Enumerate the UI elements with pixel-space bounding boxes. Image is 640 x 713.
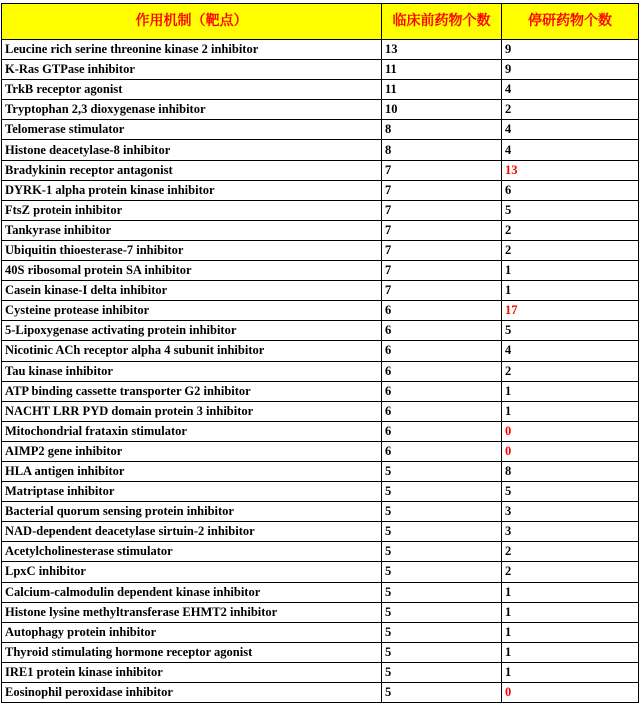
discontinued-count-cell: 1 — [502, 602, 639, 622]
table-row — [2, 582, 639, 602]
mechanism-cell: K-Ras GTPase inhibitor — [2, 60, 382, 80]
preclinical-count-cell: 6 — [382, 441, 502, 461]
table-row — [2, 220, 639, 240]
preclinical-count-cell: 5 — [382, 562, 502, 582]
mechanism-cell: Tankyrase inhibitor — [2, 220, 382, 240]
preclinical-count-cell: 5 — [382, 482, 502, 502]
preclinical-count-cell: 5 — [382, 582, 502, 602]
discontinued-count-cell: 2 — [502, 240, 639, 260]
mechanism-cell: Bacterial quorum sensing protein inhibitor — [2, 502, 382, 522]
preclinical-count-cell: 6 — [382, 321, 502, 341]
mechanism-cell: AIMP2 gene inhibitor — [2, 441, 382, 461]
mechanism-cell: Eosinophil peroxidase inhibitor — [2, 683, 382, 703]
discontinued-count-cell: 2 — [502, 361, 639, 381]
table-row — [2, 662, 639, 682]
preclinical-count-cell: 7 — [382, 180, 502, 200]
mechanism-cell: Calcium-calmodulin dependent kinase inhibitor — [2, 582, 382, 602]
mechanism-cell: HLA antigen inhibitor — [2, 461, 382, 481]
drug-mechanism-table — [1, 3, 639, 703]
discontinued-count-cell: 2 — [502, 100, 639, 120]
discontinued-count-cell: 3 — [502, 522, 639, 542]
mechanism-cell: 40S ribosomal protein SA inhibitor — [2, 261, 382, 281]
discontinued-count-cell: 1 — [502, 582, 639, 602]
discontinued-count-cell: 5 — [502, 482, 639, 502]
mechanism-cell: Matriptase inhibitor — [2, 482, 382, 502]
table-row — [2, 321, 639, 341]
preclinical-count-cell: 5 — [382, 502, 502, 522]
preclinical-count-cell: 7 — [382, 261, 502, 281]
mechanism-cell: Leucine rich serine threonine kinase 2 inhibitor — [2, 40, 382, 60]
discontinued-count-cell: 1 — [502, 281, 639, 301]
discontinued-count-cell: 0 — [502, 683, 639, 703]
discontinued-count-cell: 4 — [502, 341, 639, 361]
preclinical-count-cell: 7 — [382, 200, 502, 220]
preclinical-count-cell: 8 — [382, 120, 502, 140]
discontinued-count-cell: 2 — [502, 562, 639, 582]
header-preclinical-count: 临床前药物个数 — [382, 4, 502, 40]
table-row — [2, 160, 639, 180]
table-body — [2, 40, 639, 703]
mechanism-cell: Autophagy protein inhibitor — [2, 622, 382, 642]
preclinical-count-cell: 5 — [382, 683, 502, 703]
table-row — [2, 240, 639, 260]
table-row — [2, 301, 639, 321]
mechanism-cell: Telomerase stimulator — [2, 120, 382, 140]
discontinued-count-cell: 1 — [502, 622, 639, 642]
mechanism-cell: Tau kinase inhibitor — [2, 361, 382, 381]
preclinical-count-cell: 6 — [382, 361, 502, 381]
discontinued-count-cell: 3 — [502, 502, 639, 522]
mechanism-cell: Ubiquitin thioesterase-7 inhibitor — [2, 240, 382, 260]
preclinical-count-cell: 5 — [382, 642, 502, 662]
preclinical-count-cell: 5 — [382, 461, 502, 481]
table-row — [2, 502, 639, 522]
table-row — [2, 341, 639, 361]
table-row — [2, 622, 639, 642]
table-row — [2, 482, 639, 502]
table-row — [2, 441, 639, 461]
preclinical-count-cell: 5 — [382, 522, 502, 542]
mechanism-cell: Histone deacetylase-8 inhibitor — [2, 140, 382, 160]
table-row — [2, 281, 639, 301]
mechanism-cell: Bradykinin receptor antagonist — [2, 160, 382, 180]
table-row — [2, 381, 639, 401]
mechanism-cell: Acetylcholinesterase stimulator — [2, 542, 382, 562]
preclinical-count-cell: 7 — [382, 160, 502, 180]
preclinical-count-cell: 5 — [382, 622, 502, 642]
header-row — [2, 4, 639, 40]
table-row — [2, 522, 639, 542]
mechanism-cell: 5-Lipoxygenase activating protein inhibitor — [2, 321, 382, 341]
mechanism-cell: TrkB receptor agonist — [2, 80, 382, 100]
preclinical-count-cell: 11 — [382, 60, 502, 80]
table-row — [2, 120, 639, 140]
preclinical-count-cell: 7 — [382, 220, 502, 240]
table-row — [2, 60, 639, 80]
preclinical-count-cell: 5 — [382, 542, 502, 562]
discontinued-count-cell: 17 — [502, 301, 639, 321]
table-row — [2, 361, 639, 381]
mechanism-cell: FtsZ protein inhibitor — [2, 200, 382, 220]
preclinical-count-cell: 10 — [382, 100, 502, 120]
table-row — [2, 542, 639, 562]
discontinued-count-cell: 8 — [502, 461, 639, 481]
discontinued-count-cell: 4 — [502, 80, 639, 100]
discontinued-count-cell: 2 — [502, 220, 639, 240]
preclinical-count-cell: 6 — [382, 341, 502, 361]
discontinued-count-cell: 0 — [502, 441, 639, 461]
mechanism-cell: IRE1 protein kinase inhibitor — [2, 662, 382, 682]
preclinical-count-cell: 6 — [382, 421, 502, 441]
discontinued-count-cell: 9 — [502, 60, 639, 80]
discontinued-count-cell: 0 — [502, 421, 639, 441]
mechanism-cell: ATP binding cassette transporter G2 inhibitor — [2, 381, 382, 401]
discontinued-count-cell: 1 — [502, 401, 639, 421]
preclinical-count-cell: 5 — [382, 602, 502, 622]
mechanism-cell: LpxC inhibitor — [2, 562, 382, 582]
mechanism-cell: Casein kinase-I delta inhibitor — [2, 281, 382, 301]
header-mechanism: 作用机制（靶点） — [2, 4, 382, 40]
mechanism-cell: Mitochondrial frataxin stimulator — [2, 421, 382, 441]
mechanism-cell: Cysteine protease inhibitor — [2, 301, 382, 321]
discontinued-count-cell: 6 — [502, 180, 639, 200]
discontinued-count-cell: 2 — [502, 542, 639, 562]
preclinical-count-cell: 11 — [382, 80, 502, 100]
preclinical-count-cell: 8 — [382, 140, 502, 160]
discontinued-count-cell: 1 — [502, 642, 639, 662]
preclinical-count-cell: 6 — [382, 401, 502, 421]
mechanism-cell: Tryptophan 2,3 dioxygenase inhibitor — [2, 100, 382, 120]
table-row — [2, 140, 639, 160]
discontinued-count-cell: 5 — [502, 321, 639, 341]
preclinical-count-cell: 13 — [382, 40, 502, 60]
header-discontinued-count: 停研药物个数 — [502, 4, 639, 40]
table-row — [2, 100, 639, 120]
table-row — [2, 80, 639, 100]
preclinical-count-cell: 5 — [382, 662, 502, 682]
discontinued-count-cell: 9 — [502, 40, 639, 60]
mechanism-cell: Nicotinic ACh receptor alpha 4 subunit inhibitor — [2, 341, 382, 361]
discontinued-count-cell: 4 — [502, 120, 639, 140]
discontinued-count-cell: 1 — [502, 662, 639, 682]
table-header — [2, 4, 639, 40]
table-row — [2, 421, 639, 441]
discontinued-count-cell: 5 — [502, 200, 639, 220]
mechanism-cell: Histone lysine methyltransferase EHMT2 inhibitor — [2, 602, 382, 622]
table-row — [2, 642, 639, 662]
table-row — [2, 461, 639, 481]
table-row — [2, 200, 639, 220]
mechanism-cell: NAD-dependent deacetylase sirtuin-2 inhibitor — [2, 522, 382, 542]
table-row — [2, 401, 639, 421]
preclinical-count-cell: 6 — [382, 381, 502, 401]
mechanism-cell: Thyroid stimulating hormone receptor agonist — [2, 642, 382, 662]
table-row — [2, 562, 639, 582]
mechanism-cell: NACHT LRR PYD domain protein 3 inhibitor — [2, 401, 382, 421]
table-row — [2, 180, 639, 200]
discontinued-count-cell: 4 — [502, 140, 639, 160]
preclinical-count-cell: 6 — [382, 301, 502, 321]
table-row — [2, 261, 639, 281]
preclinical-count-cell: 7 — [382, 281, 502, 301]
table-row — [2, 602, 639, 622]
table-row — [2, 40, 639, 60]
preclinical-count-cell: 7 — [382, 240, 502, 260]
table-row — [2, 683, 639, 703]
discontinued-count-cell: 13 — [502, 160, 639, 180]
discontinued-count-cell: 1 — [502, 381, 639, 401]
discontinued-count-cell: 1 — [502, 261, 639, 281]
mechanism-cell: DYRK-1 alpha protein kinase inhibitor — [2, 180, 382, 200]
